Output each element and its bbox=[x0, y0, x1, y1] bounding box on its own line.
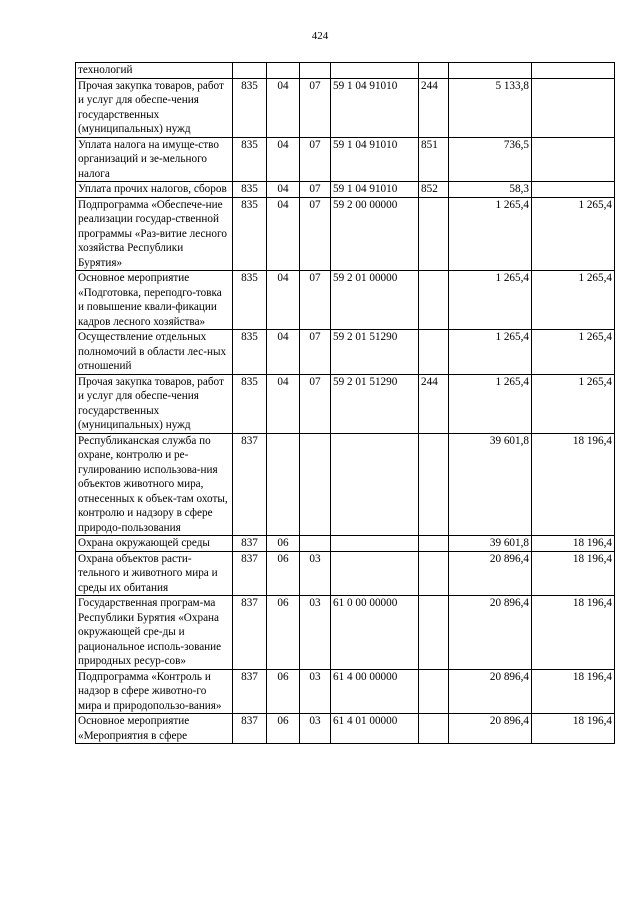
amount-year-2: 18 196,4 bbox=[532, 536, 615, 552]
section-code: 06 bbox=[267, 714, 300, 744]
expense-type-code bbox=[419, 63, 449, 79]
table-row bbox=[76, 669, 615, 714]
row-name: Прочая закупка товаров, работ и услуг для обеспе-чения государственных (муниципальных) нужд bbox=[76, 374, 233, 433]
page-number: 424 bbox=[311, 30, 329, 42]
ved-code: 837 bbox=[233, 551, 267, 596]
expense-type-code bbox=[419, 271, 449, 330]
table-row bbox=[76, 714, 615, 744]
subsection-code: 07 bbox=[300, 374, 331, 433]
subsection-code: 03 bbox=[300, 596, 331, 670]
row-name: Подпрограмма «Контроль и надзор в сфере животно-го мира и природопользо-вания» bbox=[76, 669, 233, 714]
section-code: 04 bbox=[267, 330, 300, 375]
row-name: Государственная програм-ма Республики Бурятия «Охрана окружающей сре-ды и рациональное исполь-зование природных ресур-сов» bbox=[76, 596, 233, 670]
amount-year-1: 20 896,4 bbox=[449, 596, 532, 670]
amount-year-2: 1 265,4 bbox=[532, 271, 615, 330]
amount-year-1: 20 896,4 bbox=[449, 714, 532, 744]
expense-type-code bbox=[419, 536, 449, 552]
target-article-code: 59 1 04 91010 bbox=[331, 137, 419, 182]
row-name: Охрана объектов расти-тельного и животного мира и среды их обитания bbox=[76, 551, 233, 596]
amount-year-1: 39 601,8 bbox=[449, 536, 532, 552]
target-article-code: 59 1 04 91010 bbox=[331, 78, 419, 137]
expense-type-code: 851 bbox=[419, 137, 449, 182]
target-article-code bbox=[331, 63, 419, 79]
table-row bbox=[76, 330, 615, 375]
section-code: 04 bbox=[267, 137, 300, 182]
subsection-code: 03 bbox=[300, 669, 331, 714]
amount-year-2: 1 265,4 bbox=[532, 374, 615, 433]
table-row bbox=[76, 137, 615, 182]
target-article-code: 59 2 00 00000 bbox=[331, 197, 419, 271]
ved-code: 835 bbox=[233, 271, 267, 330]
amount-year-1: 39 601,8 bbox=[449, 433, 532, 536]
amount-year-2: 18 196,4 bbox=[532, 669, 615, 714]
amount-year-2: 18 196,4 bbox=[532, 433, 615, 536]
ved-code: 837 bbox=[233, 536, 267, 552]
expense-type-code: 244 bbox=[419, 374, 449, 433]
row-name: Основное мероприятие «Подготовка, переподго-товка и повышение квали-фикации кадров лесного хозяйства» bbox=[76, 271, 233, 330]
ved-code: 835 bbox=[233, 182, 267, 198]
section-code: 04 bbox=[267, 271, 300, 330]
target-article-code: 59 2 01 00000 bbox=[331, 271, 419, 330]
row-name: Осуществление отдельных полномочий в области лес-ных отношений bbox=[76, 330, 233, 375]
table-row bbox=[76, 433, 615, 536]
ved-code: 835 bbox=[233, 330, 267, 375]
section-code bbox=[267, 63, 300, 79]
amount-year-2: 18 196,4 bbox=[532, 714, 615, 744]
row-name: Охрана окружающей среды bbox=[76, 536, 233, 552]
ved-code: 835 bbox=[233, 137, 267, 182]
expense-type-code bbox=[419, 433, 449, 536]
amount-year-2: 1 265,4 bbox=[532, 197, 615, 271]
section-code: 04 bbox=[267, 197, 300, 271]
row-name: Республиканская служба по охране, контролю и ре-гулированию использова-ния объектов животного мира, отнесенных к объек-там охоты, контролю и надзору в сфере природо-пользования bbox=[76, 433, 233, 536]
row-name: Подпрограмма «Обеспече-ние реализации государ-ственной программы «Раз-витие лесного хозяйства Республики Бурятия» bbox=[76, 197, 233, 271]
target-article-code bbox=[331, 433, 419, 536]
subsection-code: 07 bbox=[300, 197, 331, 271]
amount-year-2 bbox=[532, 78, 615, 137]
ved-code: 837 bbox=[233, 669, 267, 714]
amount-year-1: 20 896,4 bbox=[449, 551, 532, 596]
table-row bbox=[76, 596, 615, 670]
subsection-code: 07 bbox=[300, 271, 331, 330]
section-code: 06 bbox=[267, 536, 300, 552]
section-code bbox=[267, 433, 300, 536]
subsection-code: 07 bbox=[300, 78, 331, 137]
target-article-code: 59 2 01 51290 bbox=[331, 374, 419, 433]
subsection-code bbox=[300, 433, 331, 536]
amount-year-1: 1 265,4 bbox=[449, 330, 532, 375]
target-article-code: 61 0 00 00000 bbox=[331, 596, 419, 670]
expense-type-code bbox=[419, 330, 449, 375]
subsection-code: 03 bbox=[300, 551, 331, 596]
amount-year-1: 1 265,4 bbox=[449, 271, 532, 330]
subsection-code bbox=[300, 536, 331, 552]
amount-year-2 bbox=[532, 137, 615, 182]
expense-type-code: 852 bbox=[419, 182, 449, 198]
amount-year-1: 736,5 bbox=[449, 137, 532, 182]
section-code: 06 bbox=[267, 596, 300, 670]
expense-type-code bbox=[419, 197, 449, 271]
row-name: Прочая закупка товаров, работ и услуг для обеспе-чения государственных (муниципальных) нужд bbox=[76, 78, 233, 137]
table-row bbox=[76, 78, 615, 137]
subsection-code: 07 bbox=[300, 182, 331, 198]
amount-year-1: 1 265,4 bbox=[449, 374, 532, 433]
target-article-code: 61 4 00 00000 bbox=[331, 669, 419, 714]
section-code: 04 bbox=[267, 182, 300, 198]
table-row bbox=[76, 551, 615, 596]
budget-table bbox=[75, 62, 615, 744]
row-name: технологий bbox=[76, 63, 233, 79]
section-code: 04 bbox=[267, 374, 300, 433]
target-article-code: 59 1 04 91010 bbox=[331, 182, 419, 198]
target-article-code bbox=[331, 536, 419, 552]
amount-year-1: 5 133,8 bbox=[449, 78, 532, 137]
amount-year-2: 1 265,4 bbox=[532, 330, 615, 375]
table-row bbox=[76, 63, 615, 79]
ved-code: 835 bbox=[233, 374, 267, 433]
amount-year-1: 58,3 bbox=[449, 182, 532, 198]
amount-year-2 bbox=[532, 63, 615, 79]
expense-type-code: 244 bbox=[419, 78, 449, 137]
target-article-code bbox=[331, 551, 419, 596]
table-row bbox=[76, 536, 615, 552]
table-row bbox=[76, 374, 615, 433]
expense-type-code bbox=[419, 714, 449, 744]
row-name: Основное мероприятие «Мероприятия в сфере bbox=[76, 714, 233, 744]
subsection-code: 03 bbox=[300, 714, 331, 744]
section-code: 06 bbox=[267, 551, 300, 596]
section-code: 04 bbox=[267, 78, 300, 137]
amount-year-2: 18 196,4 bbox=[532, 596, 615, 670]
target-article-code: 59 2 01 51290 bbox=[331, 330, 419, 375]
subsection-code: 07 bbox=[300, 330, 331, 375]
target-article-code: 61 4 01 00000 bbox=[331, 714, 419, 744]
ved-code: 837 bbox=[233, 596, 267, 670]
table-row bbox=[76, 271, 615, 330]
ved-code: 837 bbox=[233, 433, 267, 536]
amount-year-2: 18 196,4 bbox=[532, 551, 615, 596]
expense-type-code bbox=[419, 551, 449, 596]
table-row bbox=[76, 182, 615, 198]
table-row bbox=[76, 197, 615, 271]
ved-code: 837 bbox=[233, 714, 267, 744]
ved-code bbox=[233, 63, 267, 79]
ved-code: 835 bbox=[233, 78, 267, 137]
amount-year-1: 1 265,4 bbox=[449, 197, 532, 271]
amount-year-2 bbox=[532, 182, 615, 198]
row-name: Уплата налога на имуще-ство организаций и зе-мельного налога bbox=[76, 137, 233, 182]
ved-code: 835 bbox=[233, 197, 267, 271]
amount-year-1 bbox=[449, 63, 532, 79]
subsection-code: 07 bbox=[300, 137, 331, 182]
amount-year-1: 20 896,4 bbox=[449, 669, 532, 714]
subsection-code bbox=[300, 63, 331, 79]
expense-type-code bbox=[419, 669, 449, 714]
section-code: 06 bbox=[267, 669, 300, 714]
expense-type-code bbox=[419, 596, 449, 670]
row-name: Уплата прочих налогов, сборов bbox=[76, 182, 233, 198]
